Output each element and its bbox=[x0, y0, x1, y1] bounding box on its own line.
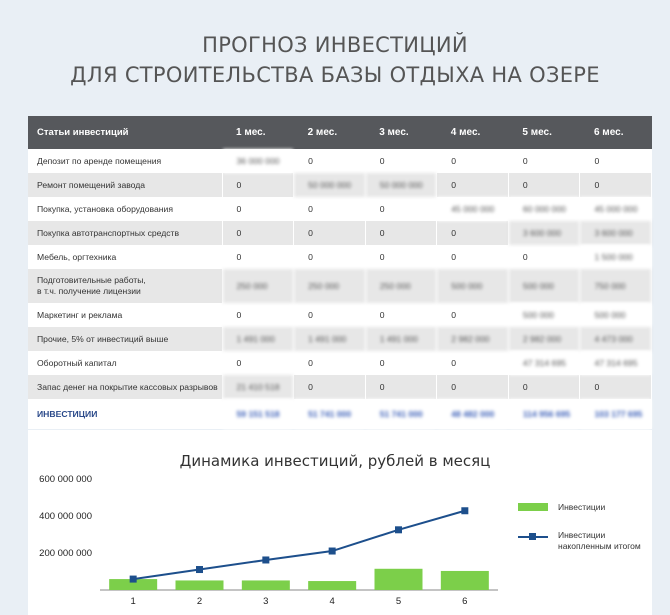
row-label-text: Ремонт помещений завода bbox=[37, 180, 146, 190]
total-cell: 59 151 518 bbox=[222, 399, 294, 429]
table-cell: 250 000 bbox=[294, 269, 366, 303]
table-cell: 47 314 695 bbox=[580, 351, 652, 375]
table-cell: 2 982 000 bbox=[437, 327, 509, 351]
row-label bbox=[28, 245, 222, 269]
y-tick-label: 400 000 000 bbox=[39, 511, 92, 523]
legend-label: Инвестиции bbox=[558, 502, 606, 512]
line-point bbox=[262, 556, 269, 563]
table-row bbox=[28, 221, 652, 245]
row-label bbox=[28, 197, 222, 221]
line-point bbox=[461, 507, 468, 514]
table-cell: 0 bbox=[294, 303, 366, 327]
header-cell: Статьи инвестиций bbox=[28, 116, 222, 149]
row-label-text: Мебель, оргтехника bbox=[37, 252, 117, 262]
table-cell: 250 000 bbox=[222, 269, 294, 303]
table-cell: 1 491 000 bbox=[222, 327, 294, 351]
table-cell: 4 473 000 bbox=[580, 327, 652, 351]
page-title bbox=[0, 30, 670, 90]
investment-chart bbox=[28, 430, 652, 615]
x-tick-label: 5 bbox=[395, 596, 402, 607]
table-cell: 0 bbox=[365, 351, 437, 375]
total-cell: 51 741 000 bbox=[294, 399, 366, 429]
header-cell: 3 мес. bbox=[365, 116, 437, 149]
table-cell: 0 bbox=[294, 351, 366, 375]
table-cell: 0 bbox=[437, 245, 509, 269]
investment-table bbox=[28, 116, 652, 429]
table-row bbox=[28, 245, 652, 269]
table-cell: 36 000 000 bbox=[222, 149, 294, 173]
table-cell: 0 bbox=[365, 149, 437, 173]
table-cell: 21 410 518 bbox=[222, 375, 294, 399]
table-cell: 60 000 000 bbox=[508, 197, 580, 221]
table-header-row bbox=[28, 116, 652, 149]
table-cell: 0 bbox=[437, 375, 509, 399]
line-point bbox=[130, 576, 137, 583]
table-cell: 0 bbox=[294, 375, 366, 399]
table-row bbox=[28, 327, 652, 351]
y-tick-label: 200 000 000 bbox=[39, 548, 92, 560]
table-cell: 0 bbox=[365, 221, 437, 245]
table-cell: 50 000 000 bbox=[365, 173, 437, 197]
chart-title: Динамика инвестиций, рублей в месяц bbox=[179, 452, 491, 470]
x-tick-label: 1 bbox=[130, 596, 136, 607]
table-cell: 0 bbox=[365, 245, 437, 269]
table-cell: 0 bbox=[222, 303, 294, 327]
table-cell: 0 bbox=[508, 173, 580, 197]
x-tick-label: 2 bbox=[196, 596, 203, 607]
table-cell: 0 bbox=[437, 221, 509, 245]
header-cell: 1 мес. bbox=[222, 116, 294, 149]
table-cell: 2 982 000 bbox=[508, 327, 580, 351]
line-point bbox=[196, 566, 203, 573]
table-row bbox=[28, 351, 652, 375]
x-tick-label: 4 bbox=[329, 596, 335, 607]
line-point bbox=[329, 548, 336, 555]
row-label bbox=[28, 303, 222, 327]
table-cell: 45 000 000 bbox=[580, 197, 652, 221]
table-cell: 0 bbox=[222, 351, 294, 375]
table-cell: 0 bbox=[294, 245, 366, 269]
table-cell: 0 bbox=[437, 149, 509, 173]
table-cell: 0 bbox=[365, 197, 437, 221]
total-cell: 48 482 000 bbox=[437, 399, 509, 429]
table-cell: 0 bbox=[294, 149, 366, 173]
table-row bbox=[28, 375, 652, 399]
legend-label: Инвестиции накопленным итогом bbox=[558, 530, 641, 551]
table-cell: 3 600 000 bbox=[508, 221, 580, 245]
line-point bbox=[395, 526, 402, 533]
table-row bbox=[28, 173, 652, 197]
table-cell: 0 bbox=[365, 375, 437, 399]
table-cell: 0 bbox=[508, 245, 580, 269]
table-row bbox=[28, 303, 652, 327]
row-label bbox=[28, 327, 222, 351]
table-cell: 0 bbox=[508, 149, 580, 173]
title-line-1: ПРОГНОЗ ИНВЕСТИЦИЙ bbox=[202, 33, 468, 57]
table-row bbox=[28, 269, 652, 303]
table-cell: 1 500 000 bbox=[580, 245, 652, 269]
row-label-text: Прочие, 5% от инвестиций выше bbox=[37, 334, 169, 344]
table-cell: 0 bbox=[508, 375, 580, 399]
table-cell: 0 bbox=[437, 173, 509, 197]
table-cell: 0 bbox=[222, 197, 294, 221]
table-cell: 0 bbox=[437, 351, 509, 375]
row-label-text: Покупка, установка оборудования bbox=[37, 204, 174, 214]
x-tick-label: 6 bbox=[462, 596, 468, 607]
table-cell: 500 000 bbox=[508, 269, 580, 303]
table-cell: 3 600 000 bbox=[580, 221, 652, 245]
table-cell: 750 000 bbox=[580, 269, 652, 303]
table-cell: 0 bbox=[580, 149, 652, 173]
total-cell: 103 177 695 bbox=[580, 399, 652, 429]
header-cell: 4 мес. bbox=[437, 116, 509, 149]
table-cell: 0 bbox=[294, 197, 366, 221]
header-cell: 5 мес. bbox=[508, 116, 580, 149]
legend-swatch-line bbox=[518, 536, 548, 538]
investment-table-wrapper bbox=[28, 116, 652, 429]
table-cell: 50 000 000 bbox=[294, 173, 366, 197]
table-cell: 1 491 000 bbox=[365, 327, 437, 351]
legend-swatch-bar bbox=[518, 503, 548, 511]
row-label-text: Подготовительные работы, bbox=[37, 275, 146, 285]
table-cell: 0 bbox=[365, 303, 437, 327]
row-label-text: Маркетинг и реклама bbox=[37, 310, 123, 320]
table-cell: 500 000 bbox=[580, 303, 652, 327]
bar bbox=[375, 569, 423, 590]
table-cell: 250 000 bbox=[365, 269, 437, 303]
bar bbox=[242, 580, 290, 590]
row-label-text: Оборотный капитал bbox=[37, 358, 117, 368]
total-label: ИНВЕСТИЦИИ bbox=[28, 399, 222, 429]
row-label bbox=[28, 269, 222, 303]
row-label bbox=[28, 221, 222, 245]
bar bbox=[176, 580, 224, 590]
table-cell: 0 bbox=[580, 375, 652, 399]
row-label bbox=[28, 149, 222, 173]
row-label bbox=[28, 351, 222, 375]
total-cell: 114 956 695 bbox=[508, 399, 580, 429]
table-cell: 500 000 bbox=[437, 269, 509, 303]
table-cell: 0 bbox=[222, 173, 294, 197]
title-line-2: ДЛЯ СТРОИТЕЛЬСТВА БАЗЫ ОТДЫХА НА ОЗЕРЕ bbox=[70, 63, 600, 87]
header-cell: 2 мес. bbox=[294, 116, 366, 149]
table-cell: 0 bbox=[222, 221, 294, 245]
row-label-text: в т.ч. получение лицензии bbox=[37, 286, 141, 296]
row-label-text: Запас денег на покрытие кассовых разрывов bbox=[37, 382, 218, 392]
table-cell: 0 bbox=[294, 221, 366, 245]
table-cell: 0 bbox=[580, 173, 652, 197]
row-label bbox=[28, 173, 222, 197]
table-cell: 0 bbox=[437, 303, 509, 327]
y-tick-label: 600 000 000 bbox=[39, 474, 92, 486]
table-cell: 47 314 695 bbox=[508, 351, 580, 375]
table-row bbox=[28, 149, 652, 173]
bar bbox=[441, 571, 489, 590]
total-cell: 51 741 000 bbox=[365, 399, 437, 429]
x-tick-label: 3 bbox=[263, 596, 269, 607]
total-row bbox=[28, 399, 652, 429]
bar bbox=[308, 581, 356, 590]
table-cell: 45 000 000 bbox=[437, 197, 509, 221]
row-label-text: Депозит по аренде помещения bbox=[37, 156, 162, 166]
table-cell: 0 bbox=[222, 245, 294, 269]
table-cell: 1 491 000 bbox=[294, 327, 366, 351]
header-cell: 6 мес. bbox=[580, 116, 652, 149]
table-row bbox=[28, 197, 652, 221]
table-cell: 500 000 bbox=[508, 303, 580, 327]
row-label bbox=[28, 375, 222, 399]
row-label-text: Покупка автотранспортных средств bbox=[37, 228, 180, 238]
